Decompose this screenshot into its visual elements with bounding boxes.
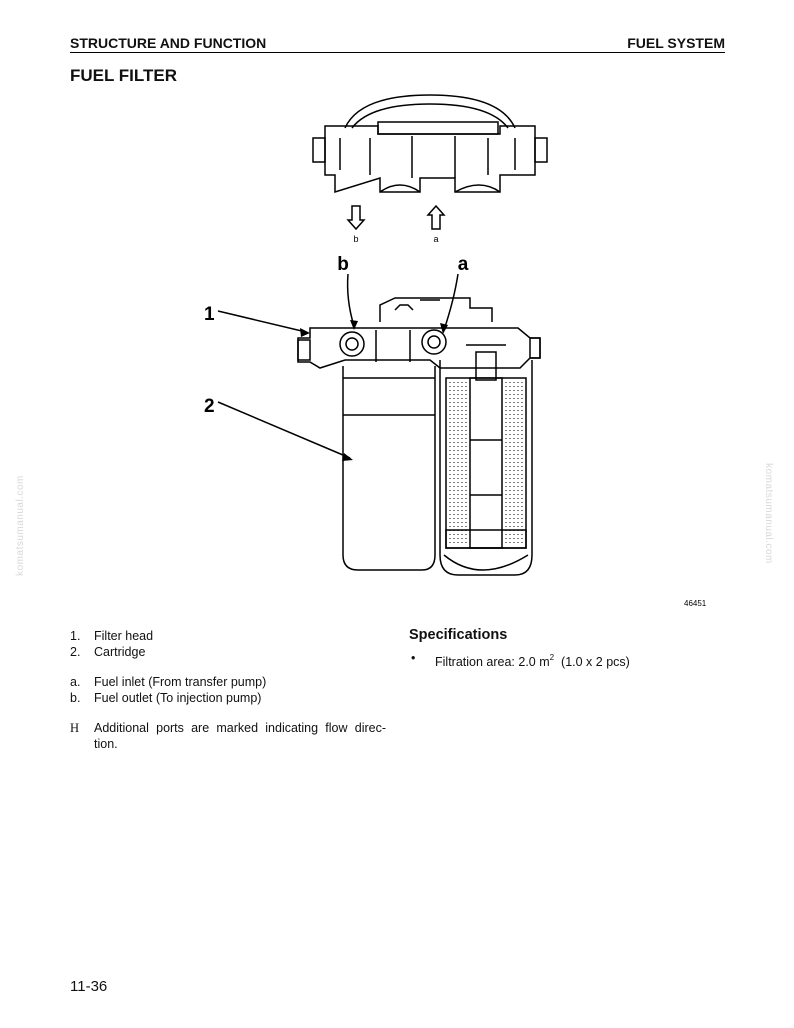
note — [70, 720, 386, 752]
outlet-arrow-icon — [348, 206, 364, 229]
cartridge-exterior — [343, 366, 435, 570]
bullet-icon: • — [411, 651, 416, 665]
list-item: a. Fuel inlet (From transfer pump) — [70, 675, 267, 689]
system-title: FUEL SYSTEM — [627, 35, 725, 51]
figure-number: 46451 — [684, 599, 707, 608]
page-title: FUEL FILTER — [70, 66, 178, 85]
list-item: b. Fuel outlet (To injection pump) — [70, 691, 262, 705]
watermark-left: komatsumanual.com — [14, 475, 26, 576]
note-icon: H — [70, 721, 80, 735]
callout-2: 2 — [204, 396, 215, 417]
top-arrow-label-a: a — [433, 234, 439, 244]
specifications-heading: Specifications — [409, 627, 508, 643]
specification-text: Filtration area: 2.0 $m^2$ (1.0 x 2 pcs) — [435, 653, 630, 669]
top-view-filter-head — [313, 95, 547, 192]
cartridge-cross-section — [440, 345, 532, 575]
ports-list — [70, 674, 266, 706]
inlet-arrow-icon — [428, 206, 444, 229]
callout-a: a — [457, 254, 469, 275]
list-item: 2. Cartridge — [70, 645, 146, 659]
note-text: Additional ports are marked indicating flow direc-tion. — [94, 721, 386, 751]
page-number: 11-36 — [70, 978, 108, 995]
watermark-right: komatsumanual.com — [762, 463, 774, 564]
specification-item — [409, 650, 630, 670]
filter-head — [298, 298, 540, 368]
parts-list — [70, 628, 153, 660]
callout-1: 1 — [204, 304, 215, 325]
section-title: STRUCTURE AND FUNCTION — [70, 35, 267, 51]
leader-lines — [218, 274, 458, 458]
list-item: 1. Filter head — [70, 629, 154, 643]
top-arrow-label-b: b — [353, 234, 359, 244]
callout-b: b — [337, 254, 349, 275]
page-header — [70, 34, 725, 53]
filter-media — [450, 382, 522, 544]
fuel-filter-diagram — [195, 88, 725, 608]
